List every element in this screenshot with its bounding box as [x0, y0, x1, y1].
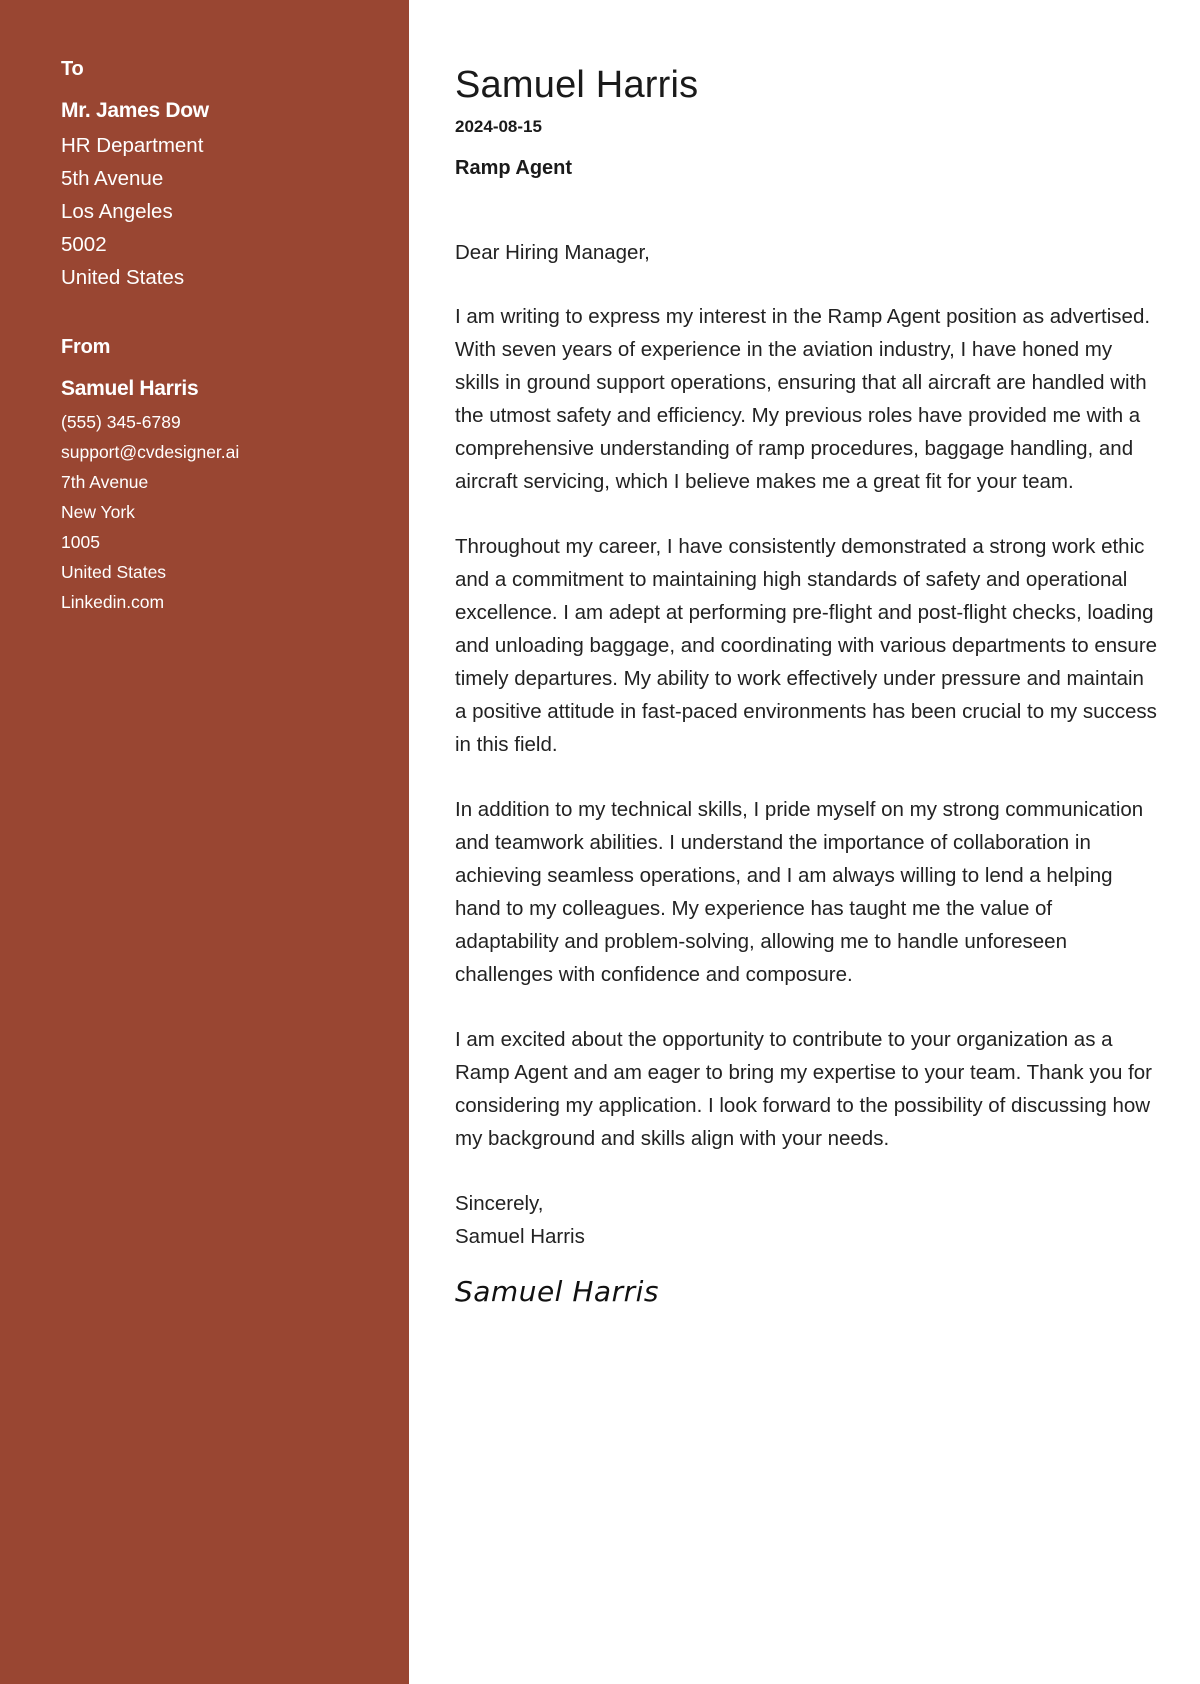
recipient-block	[61, 58, 409, 294]
sender-heading: From	[61, 336, 111, 358]
sender-country: United States	[61, 562, 167, 582]
job-title: Ramp Agent	[455, 157, 573, 179]
sender-city: New York	[61, 502, 135, 522]
paragraph: I am writing to express my interest in the Ramp Agent position as advertised. With seven years of experience in the aviation industry, I have honed my skills in ground support operations, ensuring that all aircraft are handled with the utmost safety and efficiency. My previous roles have provided me with a comprehensive understanding of ramp procedures, baggage handling, and aircraft servicing, which I believe makes me a great fit for your team.	[455, 305, 1151, 493]
recipient-department: HR Department	[61, 134, 204, 157]
closing-name: Samuel Harris	[455, 1225, 585, 1248]
recipient-country: United States	[61, 266, 185, 289]
sender-block	[61, 336, 409, 617]
page-title: Samuel Harris	[455, 64, 699, 106]
signature: Samuel Harris	[455, 1275, 659, 1308]
recipient-name: Mr. James Dow	[61, 99, 209, 122]
sidebar	[0, 0, 409, 1684]
sender-street: 7th Avenue	[61, 472, 149, 492]
paragraph: In addition to my technical skills, I pride myself on my strong communication and teamwork abilities. I understand the importance of collaboration in achieving seamless operations, and I am always willing to lend a helping hand to my colleagues. My experience has taught me the value of adaptability and problem-solving, allowing me to handle unforeseen challenges with confidence and composure.	[455, 798, 1144, 986]
sender-website: Linkedin.com	[61, 592, 165, 612]
paragraph: Throughout my career, I have consistently demonstrated a strong work ethic and a commitment to maintaining high standards of safety and operational excellence. I am adept at performing pre-flight and post-flight checks, loading and unloading baggage, and coordinating with various departments to ensure timely departures. My ability to work effectively under pressure and maintain a positive attitude in fast-paced environments has been crucial to my success in this field.	[455, 535, 1158, 756]
sender-phone: (555) 345-6789	[61, 412, 181, 432]
recipient-zip: 5002	[61, 233, 107, 256]
greeting: Dear Hiring Manager,	[455, 241, 650, 264]
recipient-street: 5th Avenue	[61, 167, 164, 190]
recipient-heading: To	[61, 58, 84, 80]
closing: Sincerely,	[455, 1192, 544, 1215]
letter-body	[409, 0, 1200, 1684]
sender-zip: 1005	[61, 532, 100, 552]
paragraph: I am excited about the opportunity to contribute to your organization as a Ramp Agent and am eager to bring my expertise to your team. Thank you for considering my application. I look forward to the possibility of discussing how my background and skills align with your needs.	[455, 1028, 1152, 1150]
sender-name: Samuel Harris	[61, 377, 199, 400]
recipient-city: Los Angeles	[61, 200, 173, 223]
sender-email: support@cvdesigner.ai	[61, 442, 240, 462]
letter-date: 2024-08-15	[455, 117, 542, 136]
